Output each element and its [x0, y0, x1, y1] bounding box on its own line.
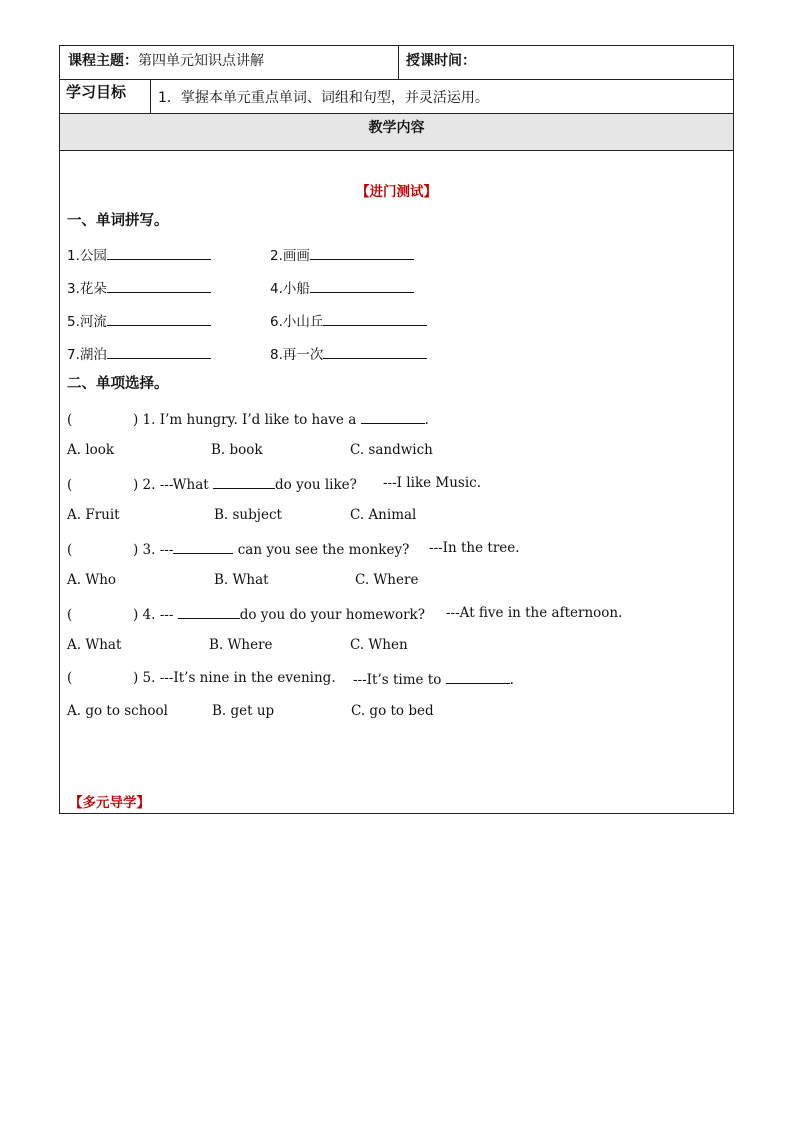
- content-area: [60, 151, 733, 814]
- column-divider: [398, 46, 399, 79]
- question-4: ( ) 4. --- do you do your homework?: [67, 604, 425, 624]
- answer-blank[interactable]: [173, 539, 233, 554]
- option[interactable]: B. Where: [209, 637, 273, 653]
- answer-blank[interactable]: [310, 278, 414, 293]
- answer-blank[interactable]: [107, 245, 211, 260]
- question-1: ( ) 1. I’m hungry. I’d like to have a .: [67, 409, 429, 429]
- section-heading-spelling: 一、单词拼写。: [67, 213, 169, 229]
- question-5: ( ) 5. ---It’s nine in the evening.: [67, 670, 336, 686]
- question-2: ( ) 2. ---What do you like?: [67, 474, 357, 494]
- answer-blank[interactable]: [323, 311, 427, 326]
- option[interactable]: C. When: [350, 637, 408, 653]
- topic-value: 第四单元知识点讲解: [138, 53, 264, 69]
- question-3-reply: ---In the tree.: [429, 540, 520, 556]
- spelling-item: 3.花朵: [67, 278, 211, 298]
- spelling-item: 5.河流: [67, 311, 211, 331]
- option[interactable]: C. go to bed: [351, 703, 434, 719]
- spelling-item: 4.小船: [270, 278, 414, 298]
- answer-blank[interactable]: [178, 604, 240, 619]
- header-row-topic: [60, 46, 733, 80]
- question-3: ( ) 3. --- can you see the monkey?: [67, 539, 409, 559]
- option[interactable]: B. book: [211, 442, 263, 458]
- answer-blank[interactable]: [310, 245, 414, 260]
- lesson-plan-table: [59, 45, 734, 814]
- content-title-row: [60, 114, 733, 151]
- option[interactable]: C. Animal: [350, 507, 417, 523]
- option[interactable]: B. What: [214, 572, 269, 588]
- question-4-reply: ---At five in the afternoon.: [446, 605, 623, 621]
- answer-blank[interactable]: [323, 344, 427, 359]
- answer-blank[interactable]: [107, 344, 211, 359]
- spelling-item: 8.再一次: [270, 344, 427, 364]
- spelling-item: 1.公园: [67, 245, 211, 265]
- spelling-item: 7.湖泊: [67, 344, 211, 364]
- option[interactable]: A. Who: [67, 572, 117, 588]
- topic-cell: [68, 52, 264, 70]
- question-2-reply: ---I like Music.: [383, 475, 482, 491]
- guided-learning-marker: 【多元导学】: [69, 795, 150, 811]
- goal-label: 学习目标: [66, 83, 127, 101]
- option[interactable]: C. sandwich: [350, 442, 433, 458]
- column-divider: [150, 80, 151, 113]
- section-heading-choice: 二、单项选择。: [67, 376, 169, 392]
- question-5-reply: ---It’s time to .: [353, 669, 514, 689]
- answer-blank[interactable]: [107, 311, 211, 326]
- option[interactable]: A. look: [67, 442, 115, 458]
- spelling-item: 6.小山丘: [270, 311, 427, 331]
- option[interactable]: B. subject: [214, 507, 282, 523]
- answer-blank[interactable]: [446, 669, 510, 684]
- entry-test-marker: 【进门测试】: [356, 184, 437, 200]
- option[interactable]: A. Fruit: [67, 507, 120, 523]
- answer-blank[interactable]: [107, 278, 211, 293]
- goal-text: 1．掌握本单元重点单词、词组和句型，并灵活运用。: [158, 90, 489, 106]
- option[interactable]: A. go to school: [67, 703, 168, 719]
- spelling-item: 2.画画: [270, 245, 414, 265]
- option[interactable]: B. get up: [212, 703, 275, 719]
- time-label: 授课时间：: [406, 53, 476, 69]
- content-title: 教学内容: [368, 120, 425, 136]
- header-row-goal: [60, 80, 733, 114]
- option[interactable]: A. What: [67, 637, 122, 653]
- answer-blank[interactable]: [213, 474, 275, 489]
- topic-label: 课程主题：: [68, 53, 138, 69]
- option[interactable]: C. Where: [355, 572, 419, 588]
- answer-blank[interactable]: [361, 409, 425, 424]
